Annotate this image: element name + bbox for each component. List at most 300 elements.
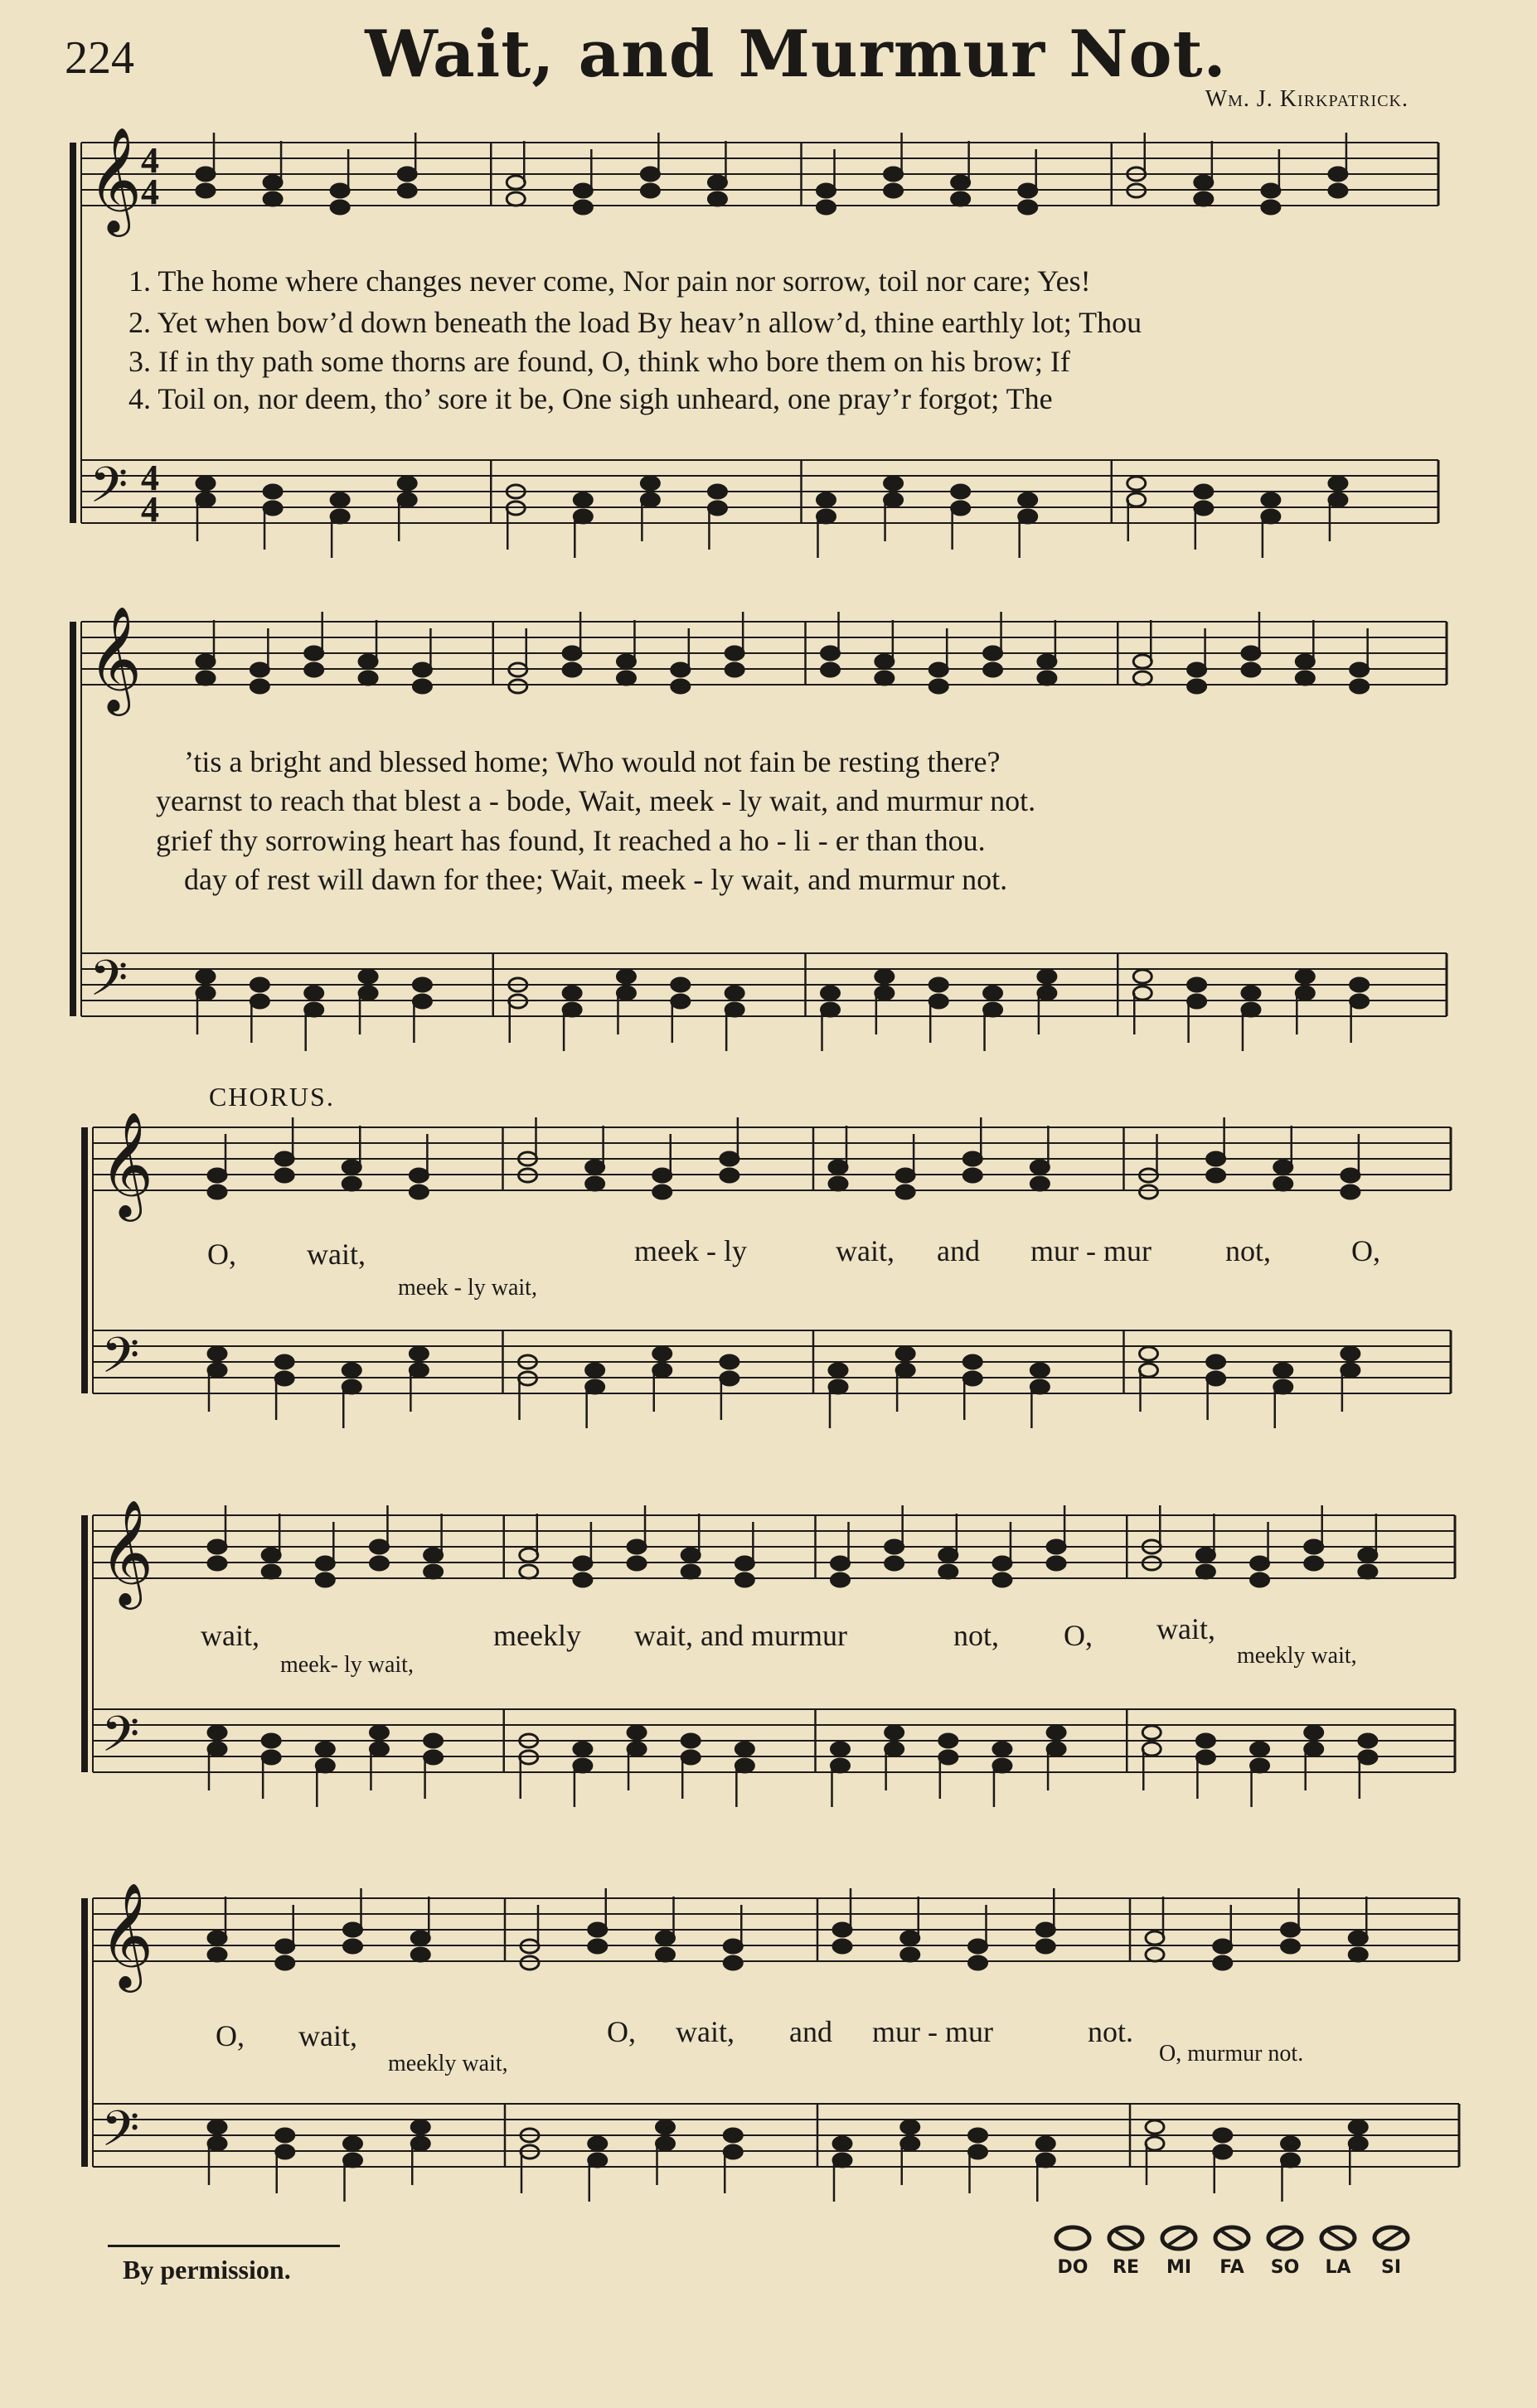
note-head (641, 167, 659, 181)
note-head (1196, 1734, 1215, 1747)
note-head (829, 1160, 847, 1174)
bass-clef: 𝄢 (90, 456, 128, 526)
note-head (993, 1573, 1011, 1587)
note-head (1195, 501, 1213, 515)
note-head (735, 1742, 754, 1756)
note-head (574, 1557, 592, 1570)
note-head (939, 1548, 958, 1562)
note-head (1214, 2129, 1232, 2142)
note-head (1274, 1160, 1292, 1174)
chorus-3-word: O, (607, 2015, 636, 2048)
note-head (574, 1573, 592, 1587)
note-head (196, 184, 215, 197)
chorus-3-word: mur - mur (872, 2015, 993, 2048)
note-head (574, 1759, 592, 1772)
note-head (720, 1355, 739, 1369)
note-head (724, 1956, 742, 1970)
note-head (829, 1380, 847, 1393)
note-head (829, 1364, 847, 1377)
note-head (563, 1003, 581, 1016)
note-head (262, 1751, 280, 1764)
note-head (1047, 1726, 1065, 1739)
note-head (725, 647, 744, 660)
note-head (370, 1742, 388, 1756)
note-head (574, 184, 592, 197)
verse-2-line-1: 2. Yet when bow’d down beneath the load By heav’n allow’d, thine earthly lot; Thou (128, 306, 1142, 339)
note-head (331, 493, 349, 506)
time-signature: 4 (141, 458, 159, 498)
note-head (617, 671, 635, 685)
note-head (657, 1931, 675, 1945)
note-head (681, 1751, 700, 1764)
note-head (963, 1169, 982, 1182)
note-head (1359, 1565, 1377, 1578)
note-head (984, 663, 1002, 676)
note-head (1127, 493, 1146, 506)
note-head (1030, 1160, 1049, 1174)
note-head (574, 201, 592, 214)
note-head (952, 176, 970, 189)
note-head (424, 1751, 443, 1764)
bass-clef: 𝄢 (101, 2100, 140, 2169)
bass-clef: 𝄢 (90, 949, 128, 1019)
note-head (832, 1759, 850, 1772)
note-head (1341, 1169, 1360, 1182)
note-head (822, 647, 840, 660)
note-head (410, 1169, 428, 1182)
verse-4-line-1: 4. Toil on, nor deem, tho’ sore it be, One sigh unheard, one pray’r forgot; The (128, 382, 1053, 415)
note-head (1146, 1948, 1164, 1961)
chorus-2-word: wait, and murmur (634, 1619, 847, 1652)
note-head (1188, 978, 1206, 991)
chorus-2-echo: meek- ly wait, (280, 1652, 414, 1678)
note-head (885, 1726, 904, 1739)
note-head (1262, 510, 1280, 523)
note-head (398, 167, 416, 181)
note-head (1214, 1956, 1232, 1970)
note-head (720, 1372, 739, 1385)
note-head (952, 485, 970, 498)
chorus-1-word: wait, (836, 1234, 895, 1267)
note-head (1188, 995, 1206, 1008)
note-head (628, 1726, 646, 1739)
note-head (1359, 1548, 1377, 1562)
note-head (574, 510, 592, 523)
note-head (896, 1347, 914, 1360)
time-signature: 4 (141, 140, 159, 181)
note-head (1038, 970, 1056, 983)
note-head (1350, 680, 1369, 693)
time-signature: 4 (141, 489, 159, 530)
verse-1-line-2: ’tis a bright and blessed home; Who would not fain be resting there? (184, 745, 1001, 778)
note-head (672, 680, 690, 693)
note-head (833, 1923, 851, 1936)
note-head (885, 1557, 904, 1570)
verse-3-line-2: grief thy sorrowing heart has found, It reached a ho - li - er than thou. (156, 824, 986, 857)
note-head (929, 663, 948, 676)
note-head (1142, 1726, 1161, 1739)
note-head (589, 1923, 607, 1936)
note-head (250, 680, 269, 693)
note-head (1251, 1759, 1269, 1772)
note-head (1036, 2137, 1055, 2150)
note-head (901, 2137, 919, 2150)
note-head (681, 1734, 700, 1747)
note-head (1196, 1565, 1215, 1578)
note-head (939, 1751, 958, 1764)
note-head (1188, 663, 1206, 676)
note-head (817, 493, 836, 506)
note-head (331, 201, 349, 214)
note-head (1133, 970, 1152, 983)
note-head (413, 663, 431, 676)
note-head (276, 1940, 294, 1953)
note-head (1142, 1742, 1161, 1756)
note-head (1146, 2137, 1164, 2150)
note-head (1140, 1185, 1158, 1199)
system-bracket (70, 143, 76, 523)
note-head (833, 1940, 851, 1953)
note-head (275, 1152, 293, 1165)
note-head (875, 655, 894, 668)
note-head (1349, 2120, 1367, 2134)
note-head (952, 501, 970, 515)
note-head (1296, 655, 1314, 668)
note-head (1274, 1364, 1292, 1377)
note-head (264, 176, 282, 189)
note-head (641, 477, 659, 490)
note-head (822, 1003, 840, 1016)
note-head (342, 1160, 361, 1174)
note-head (507, 176, 525, 189)
note-head (1030, 1364, 1049, 1377)
note-head (653, 1169, 672, 1182)
note-head (250, 663, 269, 676)
note-head (250, 995, 269, 1008)
note-head (507, 192, 525, 206)
chorus-3-word: wait, (298, 2019, 357, 2052)
verse-4-line-2: day of rest will dawn for thee; Wait, meek - ly wait, and murmur not. (184, 863, 1008, 896)
note-head (1214, 2145, 1232, 2158)
note-head (196, 477, 215, 490)
note-head (1047, 1557, 1065, 1570)
note-head (196, 167, 215, 181)
note-head (1349, 1931, 1367, 1945)
note-head (617, 970, 635, 983)
note-head (885, 184, 903, 197)
chorus-1-word: O, (1351, 1234, 1380, 1267)
note-head (1329, 477, 1347, 490)
note-head (1030, 1380, 1049, 1393)
note-head (1350, 995, 1369, 1008)
note-head (196, 655, 215, 668)
note-head (1251, 1573, 1269, 1587)
treble-clef: 𝄞 (88, 605, 143, 711)
note-head (276, 1956, 294, 1970)
chorus-1-word: O, (207, 1238, 236, 1271)
note-head (208, 1364, 226, 1377)
note-head (1036, 2154, 1055, 2167)
note-head (1305, 1557, 1323, 1570)
note-head (628, 1742, 646, 1756)
note-head (832, 1573, 850, 1587)
note-head (344, 1940, 362, 1953)
note-head (342, 1364, 361, 1377)
note-head (1350, 663, 1369, 676)
system-bracket (81, 1127, 88, 1393)
note-head (398, 477, 416, 490)
note-head (1329, 167, 1347, 181)
note-head (359, 655, 377, 668)
note-head (885, 1540, 904, 1553)
shape-note-mi (1162, 2227, 1195, 2278)
shape-note-si (1375, 2227, 1408, 2278)
note-head (969, 2145, 987, 2158)
note-head (413, 995, 431, 1008)
note-head (589, 2154, 607, 2167)
chorus-2-word: wait, (201, 1619, 259, 1652)
note-head (708, 501, 726, 515)
shape-note-so (1268, 2227, 1302, 2278)
note-head (264, 501, 282, 515)
note-head (413, 680, 431, 693)
note-head (817, 184, 836, 197)
chorus-1-word: wait, (307, 1238, 366, 1271)
system-bracket (81, 1898, 88, 2167)
note-head (316, 1742, 334, 1756)
note-head (1146, 2120, 1164, 2134)
chorus-3-word: wait, (676, 2015, 735, 2048)
note-head (370, 1726, 388, 1739)
note-head (1038, 986, 1056, 1000)
note-head (822, 663, 840, 676)
note-head (1242, 663, 1260, 676)
note-head (896, 1364, 914, 1377)
treble-clef: 𝄞 (99, 1882, 154, 1988)
note-head (1195, 192, 1213, 206)
chorus-3-word: O, (216, 2019, 245, 2052)
note-head (724, 2129, 742, 2142)
shape-note-key (1053, 2221, 1442, 2288)
chorus-1-word: meek - ly (634, 1234, 747, 1267)
note-head (963, 1355, 982, 1369)
note-head (1030, 1177, 1049, 1190)
note-head (275, 1169, 293, 1182)
chorus-3-echo: O, murmur not. (1159, 2041, 1304, 2066)
note-head (1274, 1380, 1292, 1393)
note-head (250, 978, 269, 991)
note-head (1038, 655, 1056, 668)
note-head (196, 970, 215, 983)
note-head (1282, 1940, 1300, 1953)
note-head (1140, 1364, 1158, 1377)
note-head (424, 1548, 443, 1562)
svg-text:DO: DO (1057, 2257, 1089, 2278)
note-head (344, 1923, 362, 1936)
note-head (1019, 201, 1037, 214)
shape-note-la (1321, 2227, 1355, 2278)
note-head (1133, 671, 1152, 685)
note-head (262, 1734, 280, 1747)
note-head (896, 1185, 914, 1199)
note-head (262, 1565, 280, 1578)
note-head (833, 2154, 851, 2167)
note-head (1282, 1923, 1300, 1936)
note-head (1127, 477, 1146, 490)
note-head (724, 2145, 742, 2158)
note-head (1036, 1923, 1055, 1936)
note-head (589, 1940, 607, 1953)
note-head (672, 978, 690, 991)
shape-note-do (1056, 2227, 1089, 2278)
note-head (331, 184, 349, 197)
note-head (657, 1948, 675, 1961)
note-head (359, 986, 377, 1000)
treble-clef: 𝄞 (99, 1499, 154, 1605)
note-head (1359, 1734, 1377, 1747)
note-head (520, 1548, 538, 1562)
note-head (817, 201, 836, 214)
chorus-1-echo: meek - ly wait, (398, 1275, 537, 1301)
note-head (939, 1734, 958, 1747)
note-head (1296, 986, 1314, 1000)
chorus-3-echo: meekly wait, (388, 2051, 508, 2076)
note-head (208, 1347, 226, 1360)
note-head (1262, 184, 1280, 197)
page-number: 224 (65, 32, 134, 84)
note-head (1207, 1169, 1225, 1182)
note-head (875, 986, 894, 1000)
note-head (1242, 986, 1260, 1000)
note-head (196, 493, 215, 506)
note-head (901, 2120, 919, 2134)
note-head (817, 510, 836, 523)
bass-clef: 𝄢 (101, 1705, 140, 1775)
note-head (520, 1565, 538, 1578)
note-head (398, 184, 416, 197)
note-head (276, 2145, 294, 2158)
note-head (653, 1347, 672, 1360)
note-head (1214, 1940, 1232, 1953)
chorus-1-word: and (937, 1234, 980, 1267)
chorus-1-word: not, (1225, 1234, 1272, 1267)
chorus-2-word: not, (953, 1619, 1000, 1652)
note-head (969, 1940, 987, 1953)
note-head (901, 1948, 919, 1961)
note-head (1207, 1355, 1225, 1369)
note-head (1207, 1152, 1225, 1165)
note-head (359, 671, 377, 685)
note-head (509, 680, 527, 693)
note-head (208, 1557, 226, 1570)
chorus-3-word: not. (1088, 2015, 1134, 2048)
note-head (275, 1372, 293, 1385)
note-head (1282, 2154, 1300, 2167)
svg-text:MI: MI (1166, 2257, 1192, 2278)
note-head (1242, 647, 1260, 660)
note-head (370, 1557, 388, 1570)
note-head (1349, 1948, 1367, 1961)
note-head (1341, 1364, 1360, 1377)
note-head (672, 663, 690, 676)
note-head (262, 1548, 280, 1562)
note-head (1133, 655, 1152, 668)
note-head (316, 1557, 334, 1570)
note-head (264, 192, 282, 206)
note-head (1047, 1742, 1065, 1756)
note-head (305, 663, 323, 676)
note-head (657, 2120, 675, 2134)
note-head (735, 1557, 754, 1570)
verse-1-line-1: 1. The home where changes never come, Nor pain nor sorrow, toil nor care; Yes! (128, 264, 1091, 298)
note-head (1196, 1751, 1215, 1764)
note-head (208, 1540, 226, 1553)
note-head (1305, 1540, 1323, 1553)
chorus-1-word: mur - mur (1030, 1234, 1152, 1267)
note-head (725, 1003, 744, 1016)
note-head (724, 1940, 742, 1953)
note-head (359, 970, 377, 983)
note-head (331, 510, 349, 523)
note-head (1140, 1347, 1158, 1360)
footer-rule (108, 2245, 340, 2247)
note-head (586, 1177, 604, 1190)
note-head (1188, 680, 1206, 693)
note-head (1329, 184, 1347, 197)
note-head (896, 1169, 914, 1182)
svg-text:FA: FA (1219, 2257, 1244, 2278)
note-head (832, 1557, 850, 1570)
note-head (969, 1956, 987, 1970)
verse-2-line-2: yearnst to reach that blest a - bode, Wait, meek - ly wait, and murmur not. (156, 784, 1036, 817)
note-head (370, 1540, 388, 1553)
hymn-title: Wait, and Murmur Not. (365, 17, 1227, 92)
note-head (653, 1185, 672, 1199)
note-head (1329, 493, 1347, 506)
note-head (1262, 493, 1280, 506)
note-head (929, 978, 948, 991)
note-head (574, 1742, 592, 1756)
note-head (305, 1003, 323, 1016)
note-head (264, 485, 282, 498)
note-head (1146, 1931, 1164, 1945)
treble-clef: 𝄞 (88, 126, 143, 232)
chorus-2-word: O, (1064, 1619, 1093, 1652)
note-head (196, 986, 215, 1000)
note-head (628, 1540, 646, 1553)
note-head (1038, 671, 1056, 685)
note-head (735, 1573, 754, 1587)
note-head (681, 1565, 700, 1578)
note-head (952, 192, 970, 206)
note-head (563, 647, 581, 660)
note-head (411, 1948, 429, 1961)
note-head (720, 1169, 739, 1182)
note-head (833, 2137, 851, 2150)
note-head (589, 2137, 607, 2150)
verse-3-line-1: 3. If in thy path some thorns are found, O, think who bore them on his brow; If (128, 345, 1070, 378)
note-head (708, 192, 726, 206)
composer-credit: Wm. J. Kirkpatrick. (1205, 86, 1409, 112)
note-head (276, 2129, 294, 2142)
note-head (617, 655, 635, 668)
note-head (1251, 1742, 1269, 1756)
note-head (411, 2120, 429, 2134)
note-head (1019, 493, 1037, 506)
note-head (969, 2129, 987, 2142)
chorus-2-word: meekly (493, 1619, 581, 1652)
note-head (875, 970, 894, 983)
